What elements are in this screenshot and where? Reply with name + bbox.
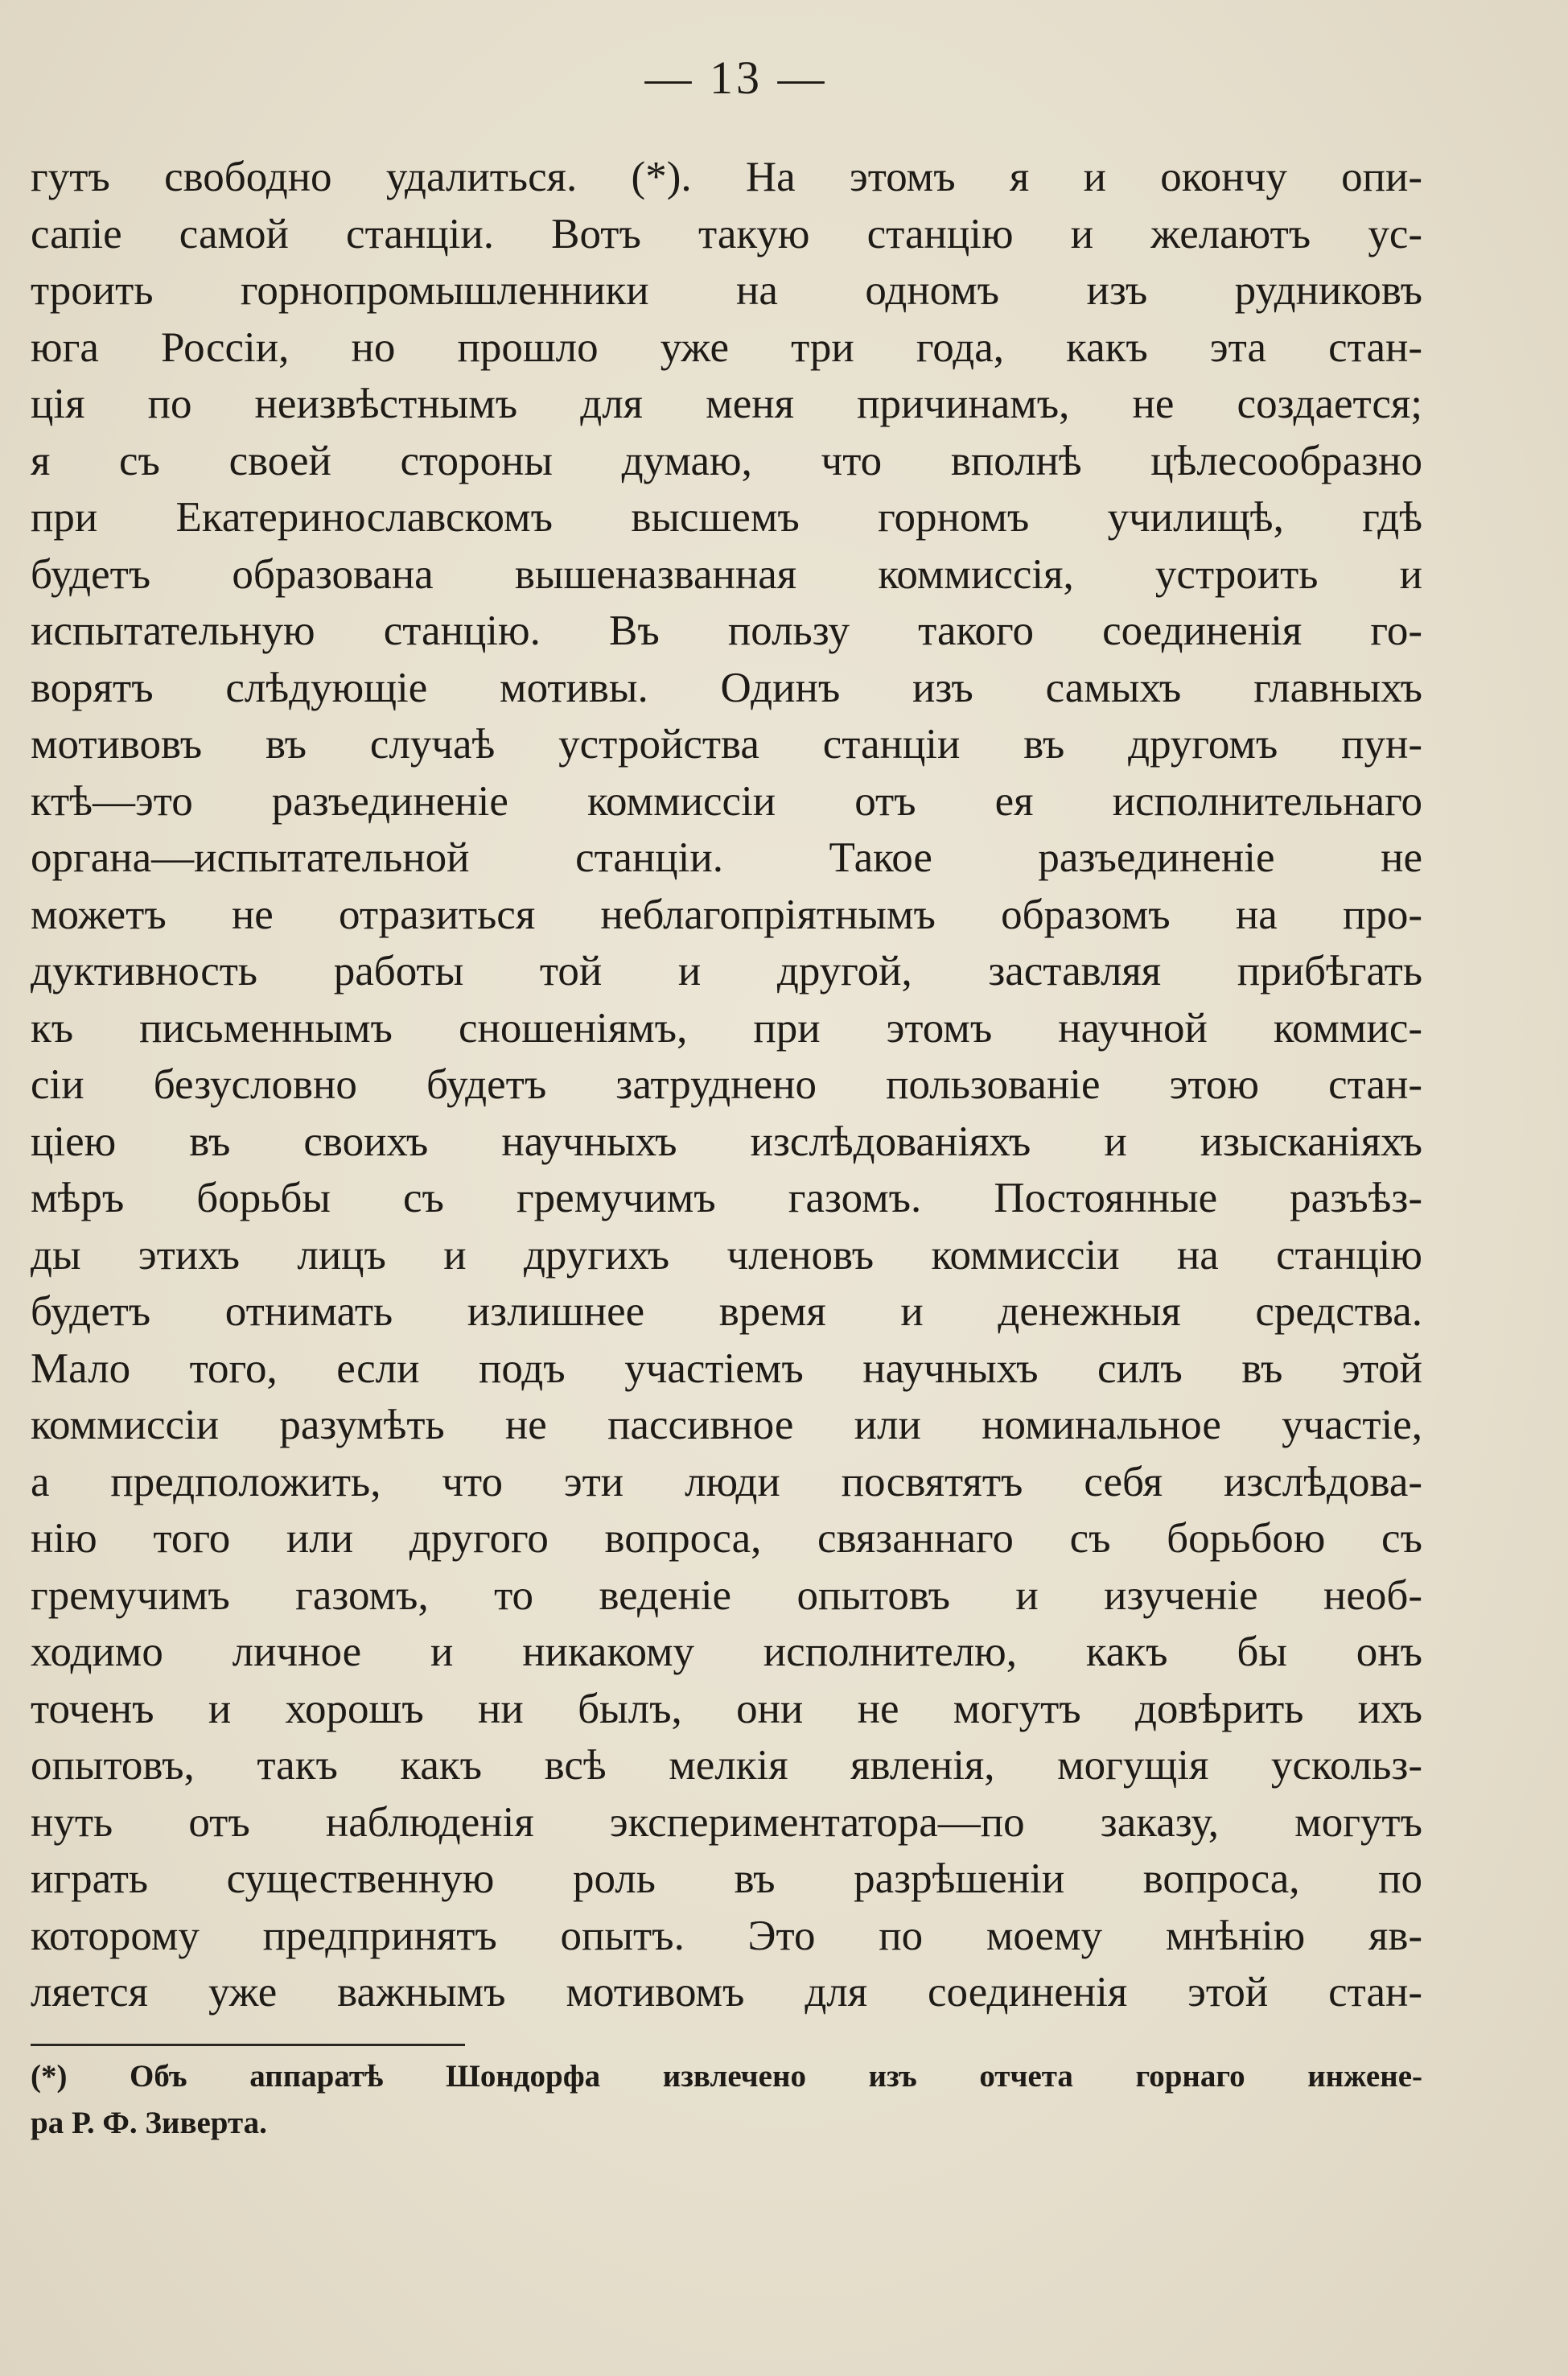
text-line: нію того или другого вопроса, связаннаго съ борьбою съ — [31, 1515, 1422, 1562]
text-line: мотивовъ въ случаѣ устройства станціи въ другомъ пун- — [31, 721, 1422, 768]
text-line: ворятъ слѣдующіе мотивы. Одинъ изъ самыхъ главныхъ — [31, 664, 1422, 711]
text-line: а предположить, что эти люди посвятятъ себя изслѣдова- — [31, 1458, 1422, 1505]
text-line: органа—испытательной станціи. Такое разъединеніе не — [31, 834, 1422, 881]
text-line: гутъ свободно удалиться. (*). На этомъ я и окончу опи- — [31, 154, 1422, 200]
text-line: Мало того, если подъ участіемъ научныхъ силъ въ этой — [31, 1344, 1422, 1392]
text-line: будетъ отнимать излишнее время и денежныя средства. — [31, 1288, 1422, 1335]
footnote-line: ра Р. Ф. Зиверта. — [31, 2106, 267, 2140]
text-line: при Екатеринославскомъ высшемъ горномъ училищѣ, гдѣ — [31, 494, 1422, 541]
text-line: ція по неизвѣстнымъ для меня причинамъ, не создается; — [31, 381, 1422, 427]
body-text — [31, 149, 1422, 2021]
text-line: коммиссіи разумѣть не пассивное или номинальное участіе, — [31, 1402, 1422, 1448]
text-line: я съ своей стороны думаю, что вполнѣ цѣлесообразно — [31, 437, 1422, 484]
text-line: нуть отъ наблюденія экспериментатора—по заказу, могутъ — [31, 1798, 1422, 1846]
text-line: будетъ образована вышеназванная коммиссія, устроить и — [31, 550, 1422, 598]
text-line: точенъ и хорошъ ни былъ, они не могутъ довѣрить ихъ — [31, 1685, 1422, 1732]
footnote-line: (*) Объ аппаратѣ Шондорфа извлечено изъ отчета горнаго инжене- — [31, 2059, 1422, 2094]
text-line: испытательную станцію. Въ пользу такого соединенія го- — [31, 607, 1422, 654]
text-line: гремучимъ газомъ, то веденіе опытовъ и изученіе необ- — [31, 1571, 1422, 1619]
text-line: троить горнопромышленники на одномъ изъ рудниковъ — [31, 267, 1422, 314]
text-line: опытовъ, такъ какъ всѣ мелкія явленія, могущія ускольз- — [31, 1742, 1422, 1789]
text-line: мѣръ борьбы съ гремучимъ газомъ. Постоянные разъѣз- — [31, 1175, 1422, 1221]
text-line: сіи безусловно будетъ затруднено пользованіе этою стан- — [31, 1061, 1422, 1108]
text-line: юга Россіи, но прошло уже три года, какъ эта стан- — [31, 323, 1422, 371]
text-line: ляется уже важнымъ мотивомъ для соединенія этой стан- — [31, 1969, 1422, 2016]
text-line: можетъ не отразиться неблагопріятнымъ образомъ на про- — [31, 891, 1422, 938]
footnote-divider — [31, 2044, 465, 2046]
text-line: играть существенную роль въ разрѣшеніи вопроса, по — [31, 1855, 1422, 1902]
text-line: ціею въ своихъ научныхъ изслѣдованіяхъ и изысканіяхъ — [31, 1118, 1422, 1165]
text-line: ктѣ—это разъединеніе коммиссіи отъ ея исполнительнаго — [31, 777, 1422, 825]
text-line: къ письменнымъ сношеніямъ, при этомъ научной коммис- — [31, 1004, 1422, 1052]
text-line: ды этихъ лицъ и другихъ членовъ коммиссіи на станцію — [31, 1231, 1422, 1279]
page-number: — 13 — — [644, 51, 828, 104]
text-line: ходимо личное и никакому исполнителю, какъ бы онъ — [31, 1629, 1422, 1675]
text-line: дуктивность работы той и другой, заставляя прибѣгать — [31, 948, 1422, 994]
text-line: которому предпринятъ опытъ. Это по моему мнѣнію яв- — [31, 1912, 1422, 1959]
footnote — [31, 2053, 1422, 2147]
text-line: сапіе самой станціи. Вотъ такую станцію и желаютъ ус- — [31, 210, 1422, 257]
